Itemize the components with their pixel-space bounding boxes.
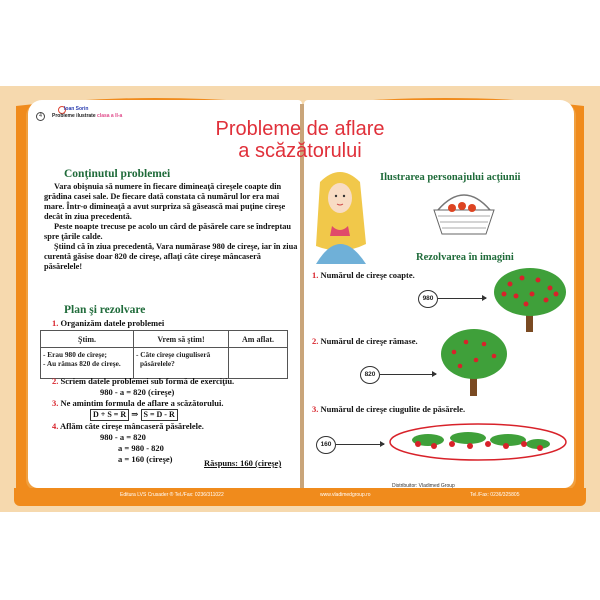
footer-distributor: Distribuitor: Vladimed Group (392, 483, 455, 489)
content-heading: Conţinutul problemei (64, 168, 171, 180)
page-title: Probleme de aflare a scăzătorului (215, 118, 385, 162)
footer-publisher: Editura LVS Crusader ® Tel./Fax: 0236/311022 (120, 492, 224, 498)
calc-line: a = 160 (cireşe) (118, 454, 173, 464)
step-3: 3. Ne amintim formula de aflare a scăzătorului. (52, 398, 224, 408)
step-2: 2. Scriem datele problemei sub formă de exerciţiu. (52, 376, 235, 386)
table-header: Am aflat. (229, 331, 288, 348)
problem-data-table (40, 330, 288, 379)
arrow-icon (336, 444, 384, 445)
calc-line: a = 980 - 820 (118, 443, 164, 453)
value-badge-980: 980 (418, 290, 438, 308)
value-badge-160: 160 (316, 436, 336, 454)
cherry-tree-icon (438, 326, 510, 398)
problem-text (44, 182, 300, 272)
formula-row (90, 409, 178, 421)
step-4: 4. Aflăm câte cireşe mâncaseră păsărelele. (52, 421, 204, 431)
arrow-icon (380, 374, 436, 375)
step-1: 1. Organizăm datele problemei (52, 318, 165, 328)
page-number: 4 (36, 112, 45, 121)
footer-website: www.vladimedgroup.ro (320, 492, 371, 498)
girl-illustration (306, 164, 376, 274)
problem-paragraph: Ştiind că în ziua precedentă, Vara numărase 980 de cireşe, iar în ziua curentă găsise doar 820 de cireşe, aflaţi câte cireşe mâncaseră păsărelele! (44, 242, 298, 271)
author-name: Ioan Sorin (64, 106, 89, 112)
table-header: Ştim. (41, 331, 134, 348)
formula-addition: D + S = R (90, 409, 129, 421)
series-name: Probleme ilustrate clasa a II-a (52, 113, 123, 119)
plan-heading: Plan şi rezolvare (64, 304, 146, 316)
cherry-pile-icon (388, 422, 568, 462)
arrow-icon (438, 298, 486, 299)
step-2-expression: 980 - a = 820 (cireşe) (100, 387, 175, 397)
footer-phone: Tel./Fax: 0236/325805 (470, 492, 520, 498)
page-header (36, 106, 123, 121)
solution-item-2: 2. Numărul de cireşe rămase. (312, 336, 418, 346)
solution-item-1: 1. Numărul de cireşe coapte. (312, 270, 415, 280)
problem-paragraph: Peste noapte trecuse pe acolo un cârd de păsărele care se îndreptau spre ţările calde. (44, 222, 291, 241)
table-cell-known: - Erau 980 de cireşe; - Au rămas 820 de cireşe. (41, 348, 134, 379)
table-cell-found (229, 348, 288, 379)
value-badge-820: 820 (360, 366, 380, 384)
solution-heading: Rezolvarea în imagini (416, 252, 514, 263)
cherry-tree-icon (490, 264, 570, 334)
table-header: Vrem să ştim! (134, 331, 229, 348)
cherry-basket-icon (428, 188, 500, 238)
problem-paragraph: Vara obişnuia să numere în fiecare dimineaţă cireşele coapte din grădina casei sale. De fiecare dată constata că numărul lor era mai mare. Într-o dimineaţă a avut surpriza să găsească mai puţine cireşe decât în ziua precedentă. (44, 182, 286, 221)
solution-item-3: 3. Numărul de cireşe ciugulite de păsărele. (312, 404, 466, 414)
implies-arrow-icon: ⇒ (131, 409, 139, 419)
answer: Răspuns: 160 (cireşe) (204, 458, 282, 468)
illustration-heading: Ilustrarea personajului acţiunii (380, 172, 521, 183)
table-cell-unknown: - Câte cireşe ciuguliseră păsărelele? (134, 348, 229, 379)
calc-line: 980 - a = 820 (100, 432, 146, 442)
formula-subtrahend: S = D - R (141, 409, 178, 421)
